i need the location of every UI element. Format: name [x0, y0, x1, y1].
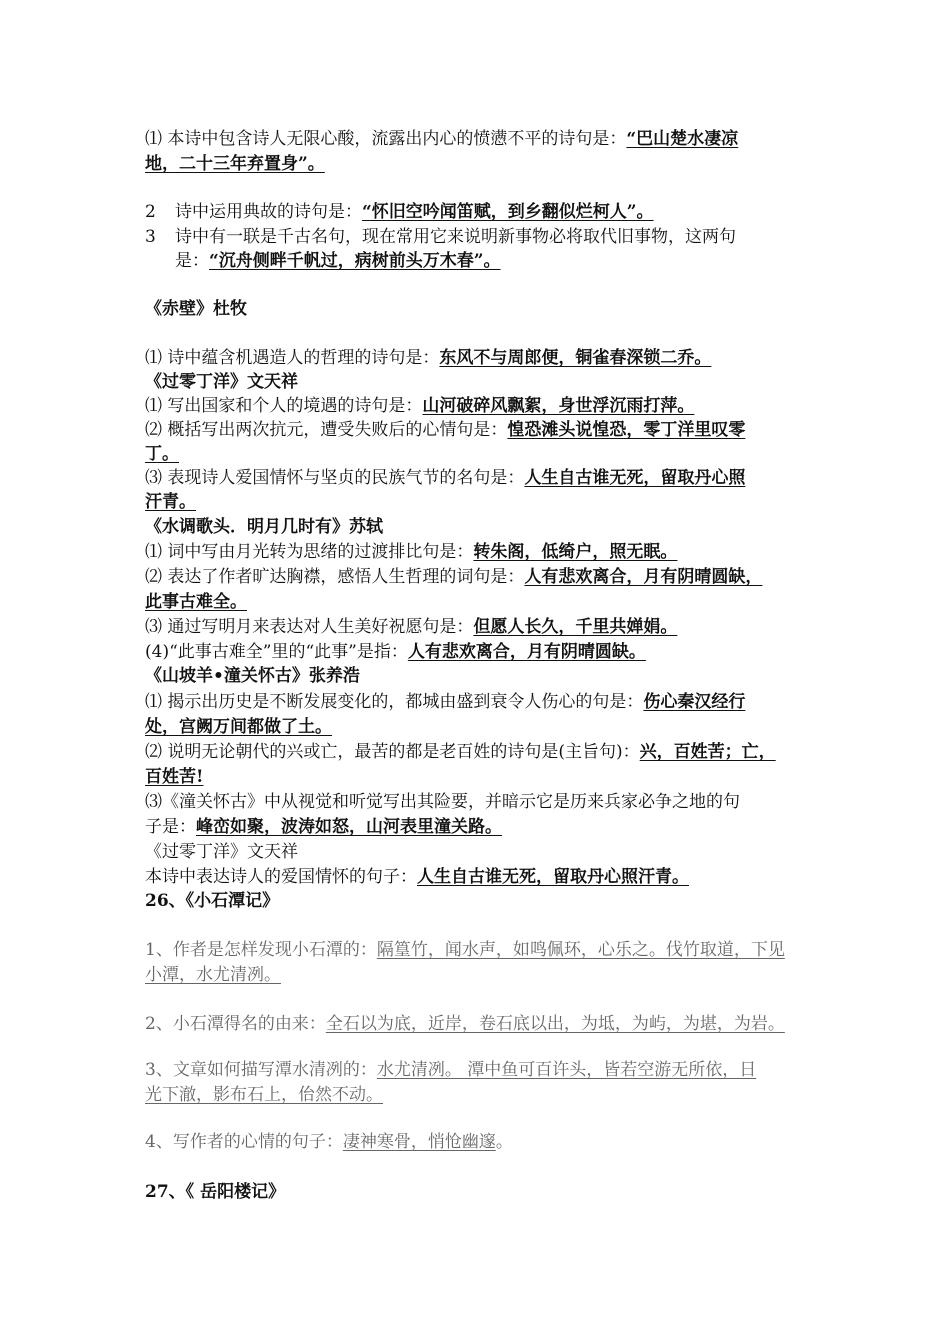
answer: 汗青。 [145, 492, 196, 512]
sdgt-q4: (4)“此事古难全”里的“此事”是指：人有悲欢离合，月有阴晴圆缺。 [145, 642, 646, 662]
answer: 丁。 [145, 444, 179, 464]
answer: 人生自古谁无死，留取丹心照汗青。 [417, 867, 689, 887]
answer: 转朱阁，低绮户，照无眠。 [473, 542, 678, 562]
question-1-line-1: ⑴ 本诗中包含诗人无限心酸，流露出内心的愤懑不平的诗句是：“巴山楚水凄凉 [145, 129, 739, 149]
question-3-line-2: 是：“沉舟侧畔千帆过，病树前头万木春”。 [175, 251, 501, 271]
xstj-q3-line-2 [145, 1083, 383, 1107]
xstj-q2: 2、小石潭得名的由来：全石以为底，近岸，卷石底以出，为坻，为屿，为堪，为岩。 [145, 1014, 785, 1034]
answer: 东风不与周郎便，铜雀春深锁二乔。 [439, 348, 712, 368]
gldy-q2-line-2 [145, 442, 179, 466]
question-3-line-1: 3 诗中有一联是千古名句，现在常用它来说明新事物必将取代旧事物，这两句 [145, 227, 736, 247]
answer: 处，宫阙万间都做了土。 [145, 717, 332, 737]
sdgt-q2-line-1: ⑵ 表达了作者旷达胸襟，感悟人生哲理的词句是：人有悲欢离合，月有阴晴圆缺， [145, 567, 763, 587]
answer: 人生自古谁无死，留取丹心照 [524, 468, 746, 488]
answer: 凄神寒骨，悄怆幽邃 [342, 1132, 496, 1152]
spy-q1-line-2 [145, 715, 332, 739]
chibi-q1: ⑴ 诗中蕴含机遇造人的哲理的诗句是：东风不与周郎便，铜雀春深锁二乔。 [145, 348, 712, 368]
section-title-chibi: 《赤壁》杜牧 [145, 299, 247, 319]
answer: 惶恐滩头说惶恐，零丁洋里叹零 [507, 420, 746, 440]
answer: 隔篁竹，闻水声，如鸣佩环，心乐之。伐竹取道，下见 [376, 940, 785, 960]
answer: “沉舟侧畔千帆过，病树前头万木春”。 [209, 251, 501, 271]
answer: 峰峦如聚，波涛如怒，山河表里潼关路。 [196, 817, 502, 837]
answer: 人有悲欢离合，月有阴晴圆缺。 [407, 642, 646, 662]
xstj-q4: 4、写作者的心情的句子：凄神寒骨，悄怆幽邃。 [145, 1132, 513, 1152]
answer: 全石以为底，近岸，卷石底以出，为坻，为屿，为堪，为岩。 [325, 1014, 785, 1034]
answer: “怀旧空吟闻笛赋，到乡翻似烂柯人”。 [362, 202, 654, 222]
section-title-yueyanglouji: 27、《 岳阳楼记》 [145, 1182, 286, 1202]
answer: 地，二十三年弃置身”。 [145, 154, 325, 174]
answer: 此事古难全。 [145, 592, 247, 612]
spy-q1-line-1: ⑴ 揭示出历史是不断发展变化的，都城由盛到衰令人伤心的句是：伤心秦汉经行 [145, 692, 746, 712]
gldy-q3-line-2 [145, 490, 196, 514]
sdgt-q3: ⑶ 通过写明月来表达对人生美好祝愿句是：但愿人长久，千里共婵娟。 [145, 617, 678, 637]
question-2: 2 诗中运用典故的诗句是：“怀旧空吟闻笛赋，到乡翻似烂柯人”。 [145, 202, 654, 222]
xstj-q1-line-2 [145, 963, 281, 987]
spy-q2-line-2 [145, 765, 203, 789]
xstj-q3-line-1: 3、文章如何描写潭水清冽的：水尤清冽。 潭中鱼可百许头，皆若空游无所依，日 [145, 1060, 757, 1080]
answer: 但愿人长久，千里共婵娟。 [473, 617, 678, 637]
answer: 兴，百姓苦；亡， [639, 742, 776, 762]
answer: 百姓苦! [145, 767, 204, 787]
gldy-q3-line-1: ⑶ 表现诗人爱国情怀与坚贞的民族气节的名句是：人生自古谁无死，留取丹心照 [145, 468, 746, 488]
section-title-guolingdingyang: 《过零丁洋》文天祥 [145, 372, 298, 392]
sdgt-q2-line-2 [145, 590, 247, 614]
answer: 人有悲欢离合，月有阴晴圆缺， [524, 567, 763, 587]
section-title-guolingdingyang-2: 《过零丁洋》文天祥 [145, 842, 298, 862]
answer: 光下澈，影布石上，佁然不动。 [145, 1085, 383, 1105]
answer: 水尤清冽。 潭中鱼可百许头，皆若空游无所依，日 [376, 1060, 757, 1080]
sdgt-q1: ⑴ 词中写由月光转为思绪的过渡排比句是：转朱阁，低绮户，照无眠。 [145, 542, 678, 562]
spy-q2-line-1: ⑵ 说明无论朝代的兴或亡，最苦的都是老百姓的诗句是(主旨句)：兴，百姓苦；亡， [145, 742, 776, 762]
section-title-shuidiaogetou: 《水调歌头．明月几时有》苏轼 [145, 517, 383, 537]
spy-q3-line-2: 子是：峰峦如聚，波涛如怒，山河表里潼关路。 [145, 817, 502, 837]
gldy2-q1: 本诗中表达诗人的爱国情怀的句子：人生自古谁无死，留取丹心照汗青。 [145, 867, 689, 887]
answer: 小潭，水尤清冽。 [145, 965, 281, 985]
section-title-xiaoshitanji: 26、《小石潭记》 [145, 891, 280, 911]
question-1-line-2 [145, 152, 325, 176]
answer: 山河破碎风飘絮，身世浮沉雨打萍。 [422, 396, 695, 416]
xstj-q1-line-1: 1、作者是怎样发现小石潭的：隔篁竹，闻水声，如鸣佩环，心乐之。伐竹取道，下见 [145, 940, 785, 960]
answer: 伤心秦汉经行 [643, 692, 746, 712]
section-title-shanpoyang: 《山坡羊•潼关怀古》张养浩 [145, 666, 360, 686]
spy-q3-line-1: ⑶《潼关怀古》中从视觉和听觉写出其险要，并暗示它是历来兵家必争之地的句 [145, 792, 740, 812]
answer: “巴山楚水凄凉 [626, 129, 739, 149]
gldy-q2-line-1: ⑵ 概括写出两次抗元，遭受失败后的心情句是：惶恐滩头说惶恐，零丁洋里叹零 [145, 420, 746, 440]
gldy-q1: ⑴ 写出国家和个人的境遇的诗句是：山河破碎风飘絮，身世浮沉雨打萍。 [145, 396, 695, 416]
